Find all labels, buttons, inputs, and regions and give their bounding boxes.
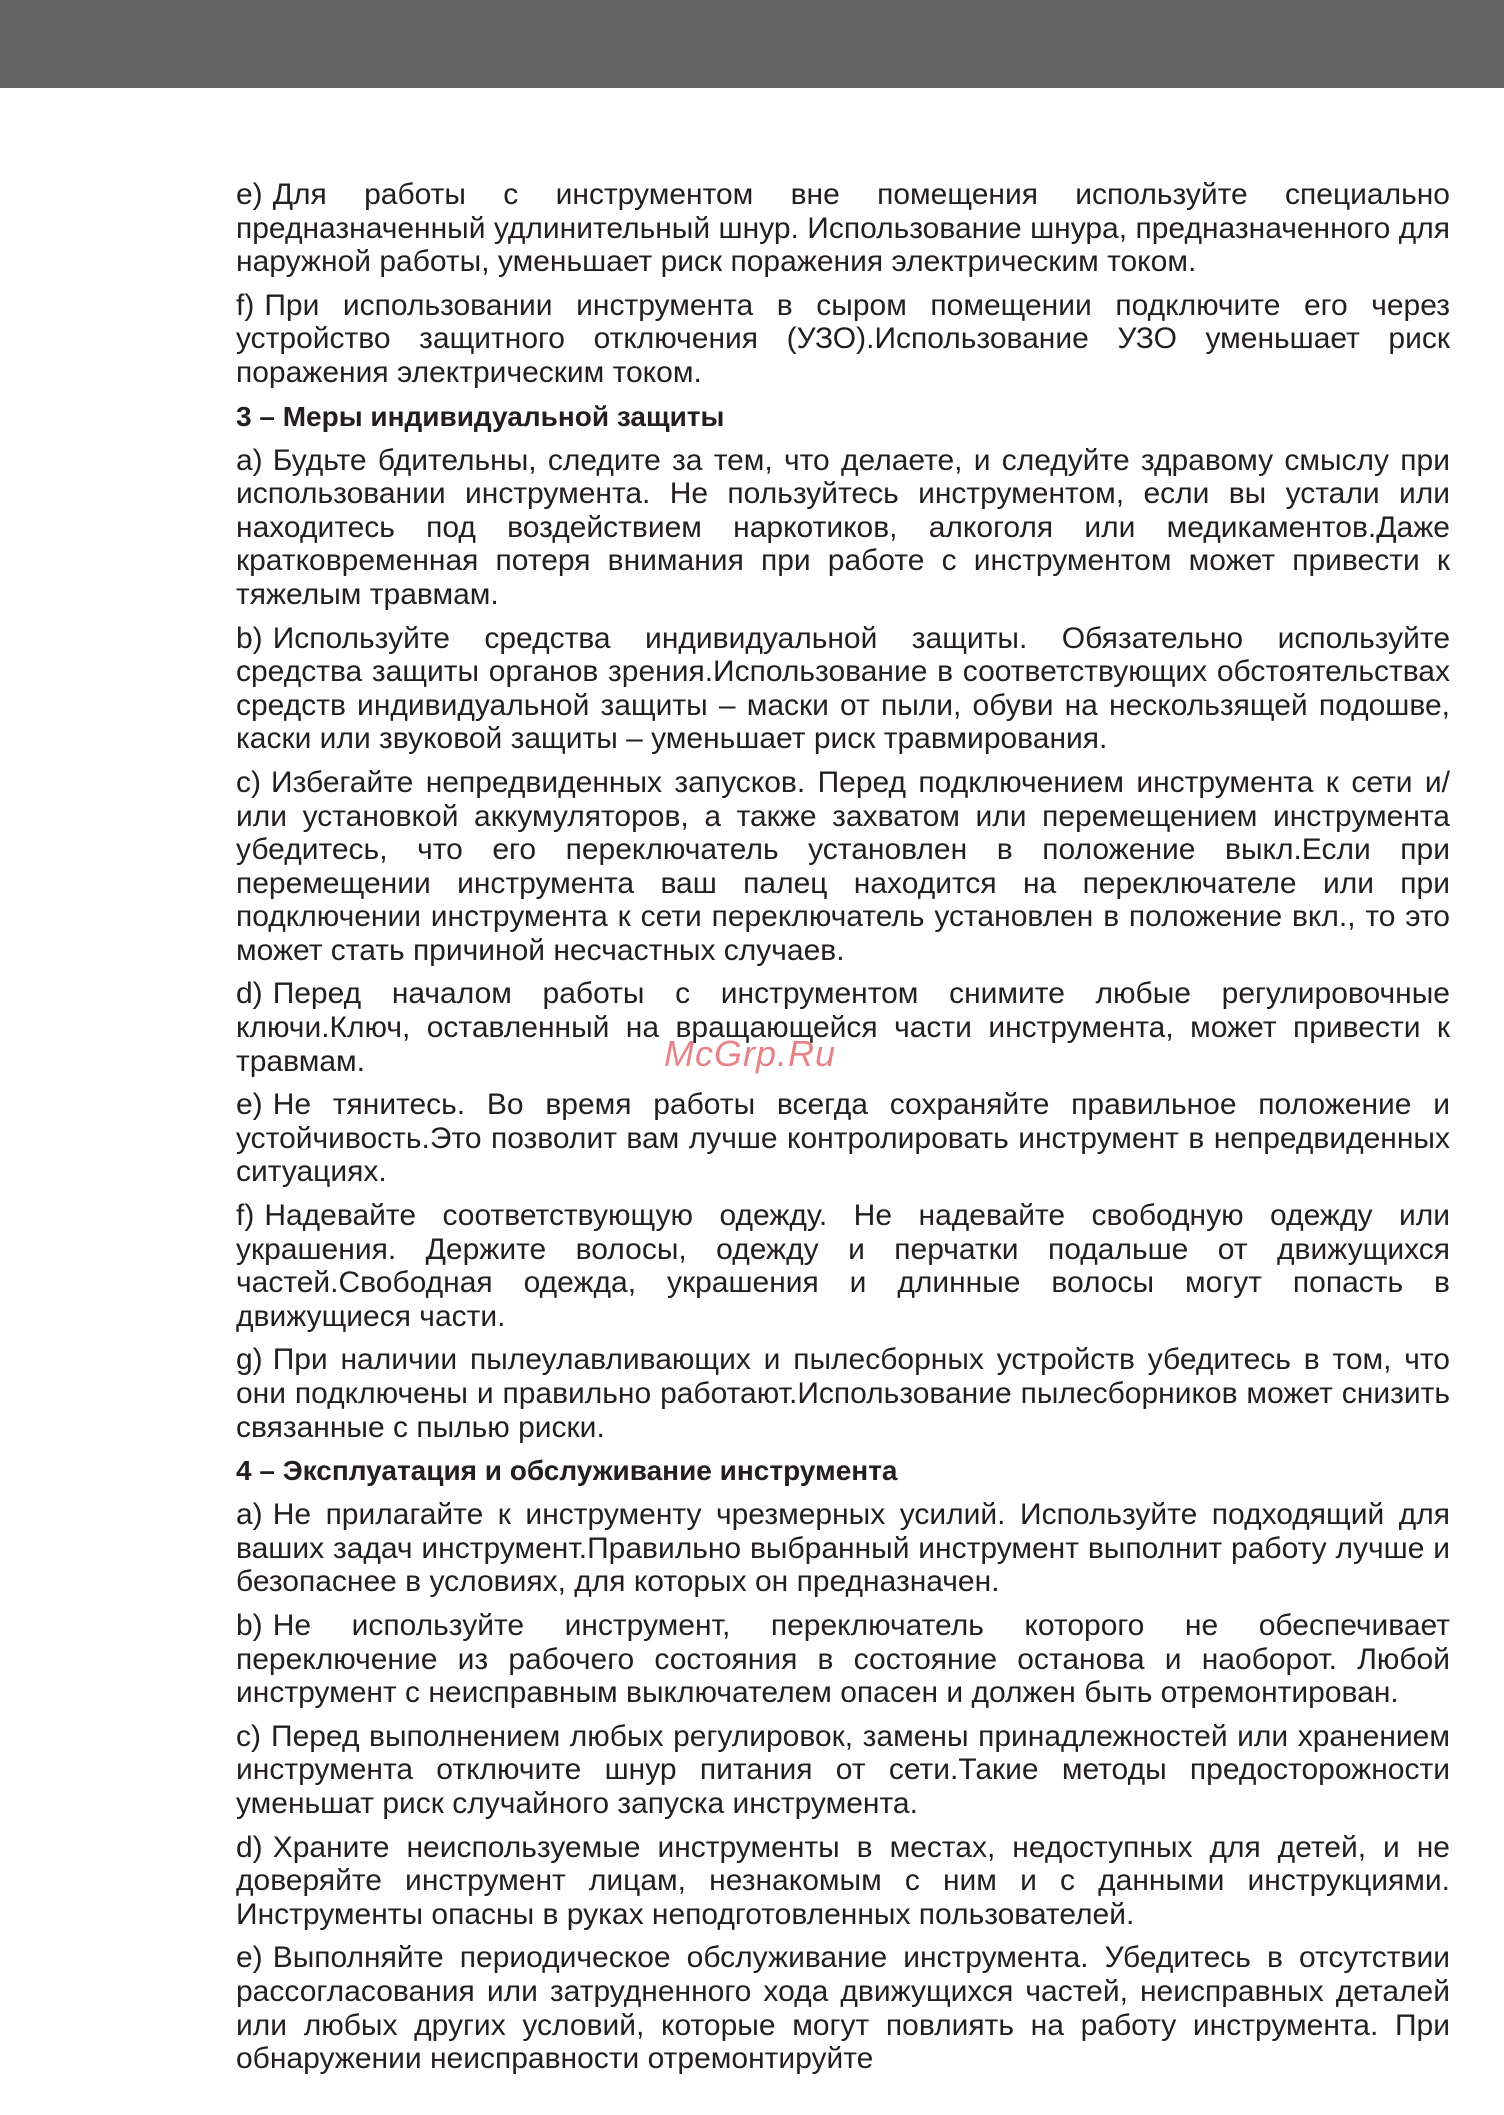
paragraph-personal-e — [236, 1088, 1450, 1189]
paragraph-personal-a — [236, 444, 1450, 612]
paragraph-maintenance-b — [236, 1609, 1450, 1710]
item-marker: e) — [236, 1941, 263, 1975]
item-text: Перед началом работы с инструментом снимите любые регулировочные ключи.Ключ, оставленный на вращающейся части инструмента, может привести к травмам. — [236, 977, 1450, 1078]
item-marker: g) — [236, 1343, 263, 1377]
item-text: Храните неиспользуемые инструменты в местах, недоступных для детей, и не доверяйте инструмент лицам, незнакомым с ним и с данными инструкциями. Инструменты опасны в руках неподготовленных пользователей. — [236, 1830, 1450, 1931]
item-marker: b) — [236, 1608, 263, 1642]
item-text: Не тянитесь. Во время работы всегда сохраняйте правильное положение и устойчивость.Это позволит вам лучше контролировать инструмент в непредвиденных ситуациях. — [236, 1088, 1450, 1189]
item-marker: b) — [236, 621, 263, 655]
paragraph-personal-d — [236, 977, 1450, 1078]
paragraph-maintenance-a — [236, 1498, 1450, 1599]
paragraph-personal-b — [236, 622, 1450, 756]
item-text: Не прилагайте к инструменту чрезмерных усилий. Используйте подходящий для ваших задач инструмент.Правильно выбранный инструмент выполнит работу лучше и безопаснее в условиях, для которых он предназначен. — [236, 1498, 1450, 1599]
item-text: Надевайте соответствующую одежду. Не надевайте свободную одежду или украшения. Держите волосы, одежду и перчатки подальше от движущихся частей.Свободная одежда, украшения и длинные волосы могут попасть в движущиеся части. — [236, 1199, 1450, 1333]
item-text: Не используйте инструмент, переключатель которого не обеспечивает переключение из рабочего состояния в состояние останова и наоборот. Любой инструмент с неисправным выключателем опасен и должен быть отремонтирован. — [236, 1608, 1450, 1710]
item-marker: e) — [236, 178, 263, 211]
paragraph-maintenance-d — [236, 1831, 1450, 1932]
item-text: Избегайте непредвиденных запусков. Перед подключением инструмента к сети и/или установкой аккумуляторов, а также захватом или перемещением инструмента убедитесь, что его переключатель установлен в положение выкл.Если при перемещении инструмента ваш палец находится на переключателе или при подключении инструмента к сети переключатель установлен в положение вкл., то это может стать причиной несчастных случаев. — [236, 765, 1450, 967]
section-heading-personal-protection: 3 – Меры индивидуальной защиты — [236, 400, 725, 432]
paragraph-electrical-e — [236, 178, 1450, 279]
watermark: McGrp.Ru — [664, 1033, 837, 1074]
item-marker: a) — [236, 1498, 263, 1532]
paragraph-maintenance-c — [236, 1720, 1450, 1821]
item-marker: f) — [236, 288, 255, 322]
item-text: Используйте средства индивидуальной защиты. Обязательно используйте средства защиты органов зрения.Использование в соответствующих обстоятельствах средств индивидуальной защиты – маски от пыли, обуви на нескользящей подошве, каски или звуковой защиты – уменьшает риск травмирования. — [236, 621, 1450, 756]
paragraph-electrical-f — [236, 289, 1450, 390]
item-marker: e) — [236, 1088, 263, 1122]
paragraph-personal-c — [236, 766, 1450, 968]
document-body — [236, 178, 1450, 2086]
item-text: Перед выполнением любых регулировок, замены принадлежностей или хранением инструмента отключите шнур питания от сети.Такие методы предосторожности уменьшат риск случайного запуска инструмента. — [236, 1719, 1450, 1820]
item-text: Выполняйте периодическое обслуживание инструмента. Убедитесь в отсутствии рассогласования или затрудненного хода движущихся частей, неисправных деталей или любых других условий, которые могут повлиять на работу инструмента. При обнаружении неисправности отремонтируйте — [236, 1941, 1450, 2076]
item-marker: c) — [236, 1719, 261, 1753]
paragraph-personal-f — [236, 1199, 1450, 1333]
section-heading-maintenance: 4 – Эксплуатация и обслуживание инструмента — [236, 1455, 898, 1487]
item-marker: f) — [236, 1199, 255, 1233]
item-text: Будьте бдительны, следите за тем, что делаете, и следуйте здравому смыслу при использовании инструмента. Не пользуйтесь инструментом, если вы устали или находитесь под воздействием наркотиков, алкоголя или медикаментов.Даже кратковременная потеря внимания при работе с инструментом может привести к тяжелым травмам. — [236, 443, 1450, 611]
item-text: При использовании инструмента в сыром помещении подключите его через устройство защитного отключения (УЗО).Использование УЗО уменьшает риск поражения электрическим током. — [236, 288, 1450, 389]
paragraph-maintenance-e — [236, 1941, 1450, 2075]
item-marker: d) — [236, 977, 263, 1011]
item-text: При наличии пылеулавливающих и пылесборных устройств убедитесь в том, что они подключены и правильно работают.Использование пылесборников может снизить связанные с пылью риски. — [236, 1343, 1450, 1444]
item-marker: d) — [236, 1830, 263, 1864]
item-marker: c) — [236, 765, 261, 799]
item-text: Для работы с инструментом вне помещения используйте специально предназначенный удлинительный шнур. Использование шнура, предназначенного для наружной работы, уменьшает риск поражения электрическим током. — [236, 178, 1450, 279]
paragraph-personal-g — [236, 1343, 1450, 1444]
header-bar — [0, 0, 1504, 88]
item-marker: a) — [236, 443, 263, 477]
